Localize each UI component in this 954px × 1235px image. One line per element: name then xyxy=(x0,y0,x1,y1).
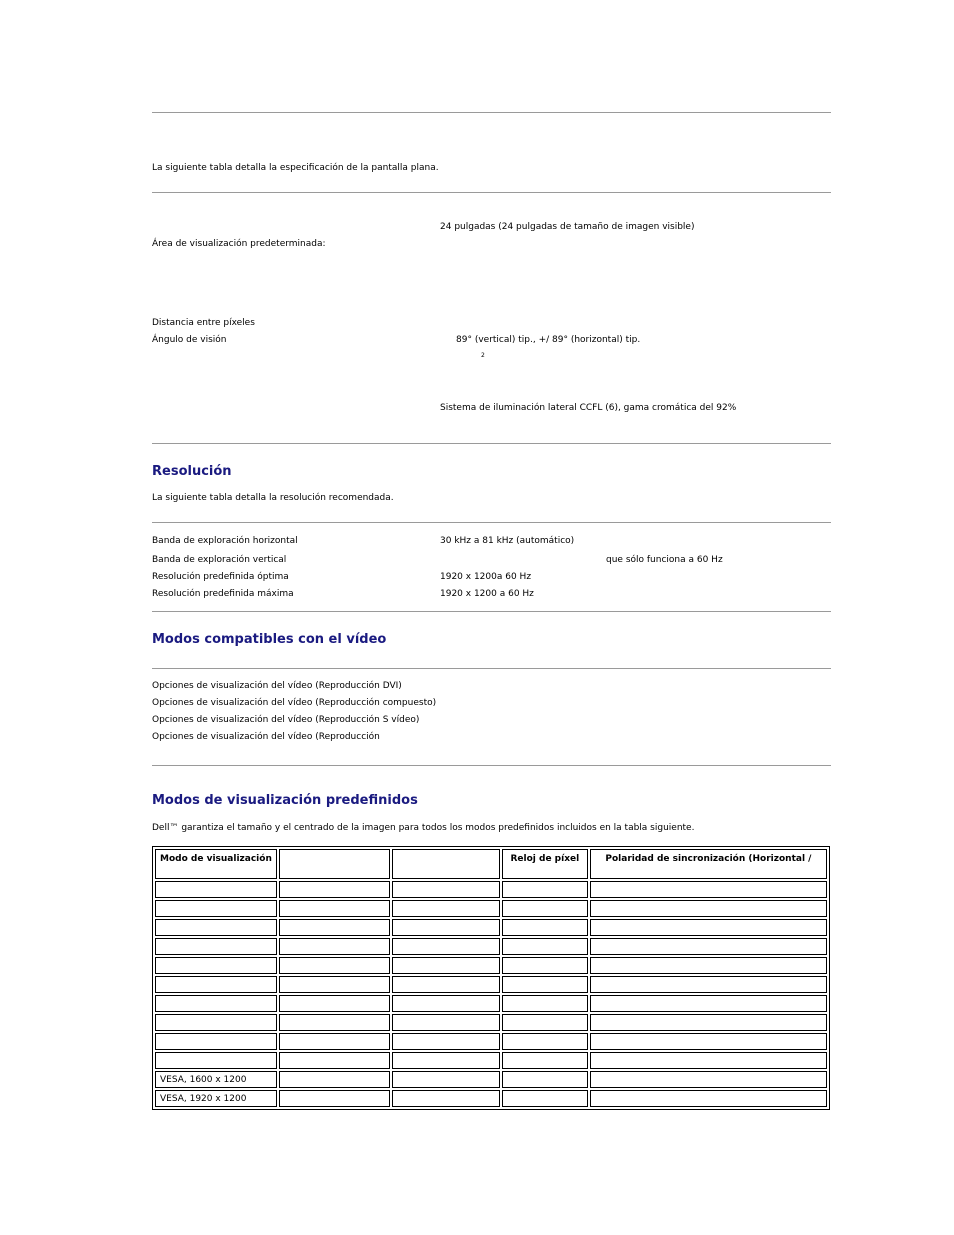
table-cell xyxy=(392,1071,500,1088)
table-cell xyxy=(279,900,390,917)
table-cell xyxy=(392,900,500,917)
h-scan-value: 30 kHz a 81 kHz (automático) xyxy=(440,536,575,546)
table-cell xyxy=(502,919,588,936)
panel-size-value: 24 pulgadas (24 pulgadas de tamaño de imagen visible) xyxy=(440,222,695,232)
table-cell xyxy=(279,1071,390,1088)
video-mode-dvi: Opciones de visualización del vídeo (Reproducción DVI) xyxy=(152,681,402,691)
table-cell xyxy=(155,1014,277,1031)
table-row xyxy=(155,1033,827,1050)
spec-intro: La siguiente tabla detalla la especificación de la pantalla plana. xyxy=(152,163,439,173)
resolution-divider-top xyxy=(152,522,831,523)
top-divider xyxy=(152,112,831,113)
table-cell xyxy=(392,919,500,936)
video-modes-divider-top xyxy=(152,668,831,669)
table-cell xyxy=(590,1033,827,1050)
resolution-intro: La siguiente tabla detalla la resolución recomendada. xyxy=(152,493,394,503)
table-cell xyxy=(392,957,500,974)
table-cell xyxy=(155,1052,277,1069)
table-cell xyxy=(502,881,588,898)
table-cell xyxy=(590,1090,827,1107)
table-row xyxy=(155,976,827,993)
table-cell: VESA, 1600 x 1200 xyxy=(155,1071,277,1088)
table-cell xyxy=(279,938,390,955)
table-cell xyxy=(502,1014,588,1031)
table-row xyxy=(155,881,827,898)
table-cell xyxy=(279,957,390,974)
max-res-label: Resolución predefinida máxima xyxy=(152,589,294,599)
table-row xyxy=(155,919,827,936)
table-cell xyxy=(590,900,827,917)
preset-modes-heading: Modos de visualización predefinidos xyxy=(152,793,418,808)
video-mode-other: Opciones de visualización del vídeo (Reproducción xyxy=(152,732,380,742)
viewing-area-label: Área de visualización predeterminada: xyxy=(152,239,326,249)
table-cell xyxy=(590,1014,827,1031)
table-cell xyxy=(392,1014,500,1031)
table-cell xyxy=(502,900,588,917)
viewing-angle-label: Ángulo de visión xyxy=(152,335,227,345)
table-cell xyxy=(590,1071,827,1088)
table-cell xyxy=(590,938,827,955)
table-cell xyxy=(502,1090,588,1107)
video-mode-composite: Opciones de visualización del vídeo (Reproducción compuesto) xyxy=(152,698,437,708)
table-cell xyxy=(590,976,827,993)
resolution-heading: Resolución xyxy=(152,464,232,479)
panel-divider xyxy=(152,443,831,444)
col-header-2 xyxy=(279,849,390,879)
table-cell xyxy=(279,976,390,993)
table-cell xyxy=(502,1071,588,1088)
backlight-value: Sistema de iluminación lateral CCFL (6), gama cromática del 92% xyxy=(440,403,737,413)
preset-modes-table xyxy=(152,846,830,1110)
table-cell xyxy=(392,938,500,955)
col-header-pixel-clock: Reloj de píxel xyxy=(502,849,588,879)
table-cell xyxy=(155,957,277,974)
video-modes-heading: Modos compatibles con el vídeo xyxy=(152,632,387,647)
preset-modes-intro: Dell™ garantiza el tamaño y el centrado de la imagen para todos los modos predefinidos incluidos en la tabla siguiente. xyxy=(152,823,695,833)
spec-divider xyxy=(152,192,831,193)
table-row xyxy=(155,900,827,917)
v-scan-value: que sólo funciona a 60 Hz xyxy=(606,555,723,565)
video-modes-divider-bottom xyxy=(152,765,831,766)
table-cell xyxy=(392,1052,500,1069)
table-cell xyxy=(590,957,827,974)
table-cell xyxy=(392,1090,500,1107)
table-header-row xyxy=(155,849,827,879)
table-cell xyxy=(155,919,277,936)
table-row xyxy=(155,938,827,955)
col-header-sync-polarity: Polaridad de sincronización (Horizontal / xyxy=(590,849,827,879)
table-row xyxy=(155,995,827,1012)
max-res-value: 1920 x 1200 a 60 Hz xyxy=(440,589,534,599)
table-cell xyxy=(155,881,277,898)
table-row xyxy=(155,1014,827,1031)
table-cell xyxy=(279,1052,390,1069)
table-cell xyxy=(502,976,588,993)
table-cell xyxy=(279,1090,390,1107)
table-row xyxy=(155,1071,827,1088)
table-cell xyxy=(155,976,277,993)
table-cell xyxy=(279,995,390,1012)
table-row xyxy=(155,957,827,974)
optimal-res-value: 1920 x 1200a 60 Hz xyxy=(440,572,532,582)
pixel-pitch-label: Distancia entre píxeles xyxy=(152,318,255,328)
table-cell xyxy=(279,919,390,936)
superscript-mark: 2 xyxy=(481,352,485,359)
table-cell xyxy=(155,938,277,955)
table-cell xyxy=(279,881,390,898)
viewing-angle-value: 89° (vertical) tip., +/ 89° (horizontal) tip. xyxy=(456,335,641,345)
table-cell xyxy=(590,919,827,936)
col-header-3 xyxy=(392,849,500,879)
table-cell xyxy=(392,995,500,1012)
col-header-display-mode: Modo de visualización xyxy=(155,849,277,879)
table-cell xyxy=(502,995,588,1012)
optimal-res-label: Resolución predefinida óptima xyxy=(152,572,289,582)
table-cell xyxy=(392,976,500,993)
table-row xyxy=(155,1090,827,1107)
table-cell xyxy=(155,1033,277,1050)
h-scan-label: Banda de exploración horizontal xyxy=(152,536,298,546)
table-cell xyxy=(502,1033,588,1050)
v-scan-label: Banda de exploración vertical xyxy=(152,555,287,565)
table-cell xyxy=(590,1052,827,1069)
table-cell xyxy=(590,995,827,1012)
table-cell xyxy=(502,938,588,955)
table-cell xyxy=(155,995,277,1012)
video-mode-s-video: Opciones de visualización del vídeo (Reproducción S vídeo) xyxy=(152,715,420,725)
table-cell xyxy=(502,1052,588,1069)
table-cell xyxy=(392,1033,500,1050)
table-cell xyxy=(155,900,277,917)
resolution-divider-bottom xyxy=(152,611,831,612)
table-cell xyxy=(279,1014,390,1031)
table-cell: VESA, 1920 x 1200 xyxy=(155,1090,277,1107)
table-row xyxy=(155,1052,827,1069)
table-cell xyxy=(502,957,588,974)
table-cell xyxy=(590,881,827,898)
table-cell xyxy=(279,1033,390,1050)
table-cell xyxy=(392,881,500,898)
